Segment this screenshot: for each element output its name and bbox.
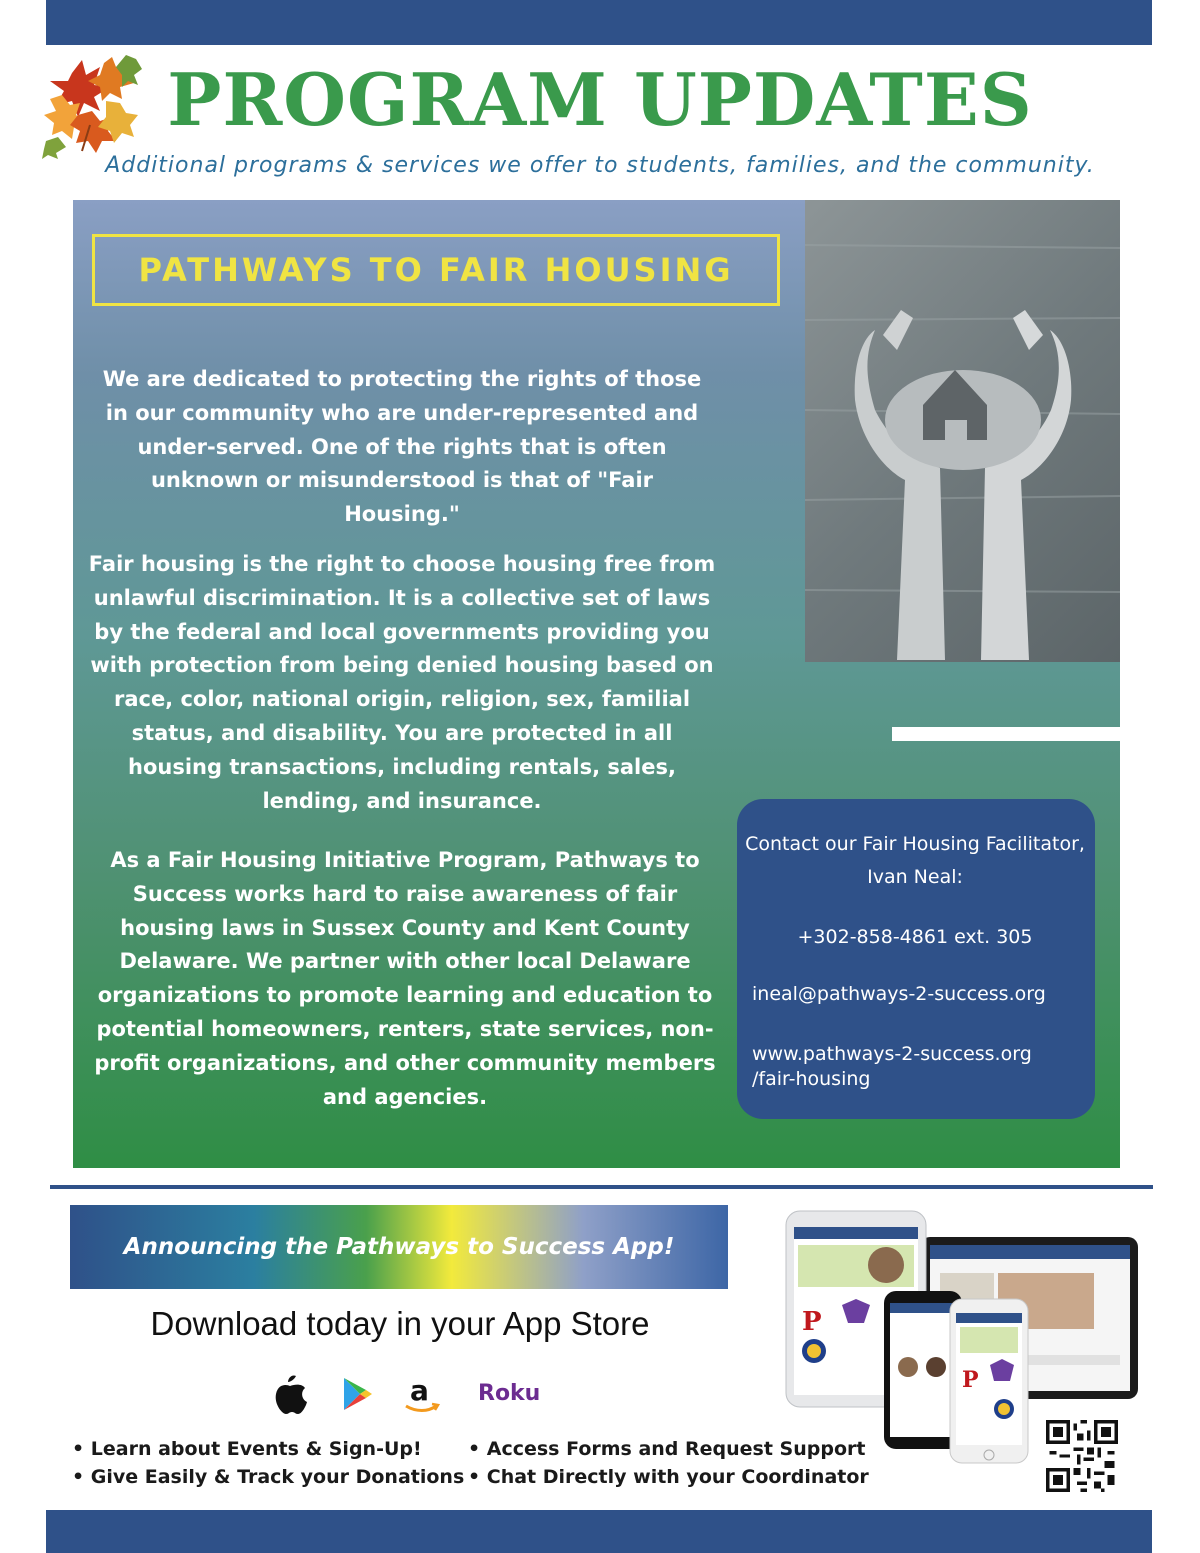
- page-title: PROGRAM UPDATES: [167, 57, 1033, 142]
- contact-email-link[interactable]: ineal@pathways-2-success.org: [752, 983, 1046, 1005]
- definition-paragraph: Fair housing is the right to choose housing free from unlawful discrimination. It is a collective set of laws by the federal and local governments providing you with protection from being denied housing based on race, color, national origin, religion, sex, familial status, and disability. You are protected in all housing transactions, including rentals, sales, lending, and insurance.: [88, 552, 716, 813]
- svg-text:a: a: [410, 1374, 429, 1407]
- list-item: • Chat Directly with your Coordinator: [468, 1466, 869, 1488]
- contact-url-line1: www.pathways-2-success.org: [752, 1043, 1032, 1065]
- section-title: PATHWAYS TO FAIR HOUSING: [138, 251, 734, 289]
- roku-logo[interactable]: Roku: [478, 1381, 541, 1406]
- list-item: • Give Easily & Track your Donations: [72, 1466, 465, 1488]
- svg-text:P: P: [962, 1367, 979, 1393]
- apple-icon[interactable]: [272, 1372, 308, 1416]
- hands-holding-house-photo: [805, 200, 1120, 662]
- app-announcement-text: Announcing the Pathways to Success App!: [123, 1234, 675, 1260]
- contact-heading: Contact our Fair Housing Facilitator, Ivan Neal:: [745, 833, 1085, 888]
- top-banner-bar: [46, 0, 1152, 45]
- autumn-leaves-icon: [42, 55, 146, 160]
- amazon-icon[interactable]: [402, 1372, 442, 1416]
- download-heading: Download today in your App Store: [150, 1305, 650, 1342]
- intro-paragraph: We are dedicated to protecting the rights of those in our community who are under-represented and under-served. One of the rights that is often unknown or misunderstood is that of "Fair Housing.": [102, 367, 702, 527]
- contact-url-link[interactable]: [752, 1042, 1092, 1092]
- contact-phone[interactable]: +302-858-4861 ext. 305: [797, 926, 1033, 948]
- section-divider: [50, 1185, 1153, 1189]
- accent-rule: [892, 727, 1120, 741]
- program-paragraph: As a Fair Housing Initiative Program, Pathways to Success works hard to raise awareness of fair housing laws in Sussex County and Kent County Delaware. We partner with other local Delaware organizations to promote learning and education to potential homeowners, renters, state services, non-profit organizations, and other community members and agencies.: [94, 848, 716, 1109]
- list-item: • Access Forms and Request Support: [468, 1438, 866, 1460]
- google-play-icon[interactable]: [340, 1372, 374, 1416]
- qr-code-icon: [1046, 1420, 1118, 1492]
- bottom-banner-bar: [46, 1510, 1152, 1553]
- contact-url-line2: /fair-housing: [752, 1068, 871, 1090]
- page-subtitle: Additional programs & services we offer to students, families, and the community.: [105, 153, 1095, 178]
- svg-text:P: P: [802, 1307, 822, 1337]
- list-item: • Learn about Events & Sign-Up!: [72, 1438, 422, 1460]
